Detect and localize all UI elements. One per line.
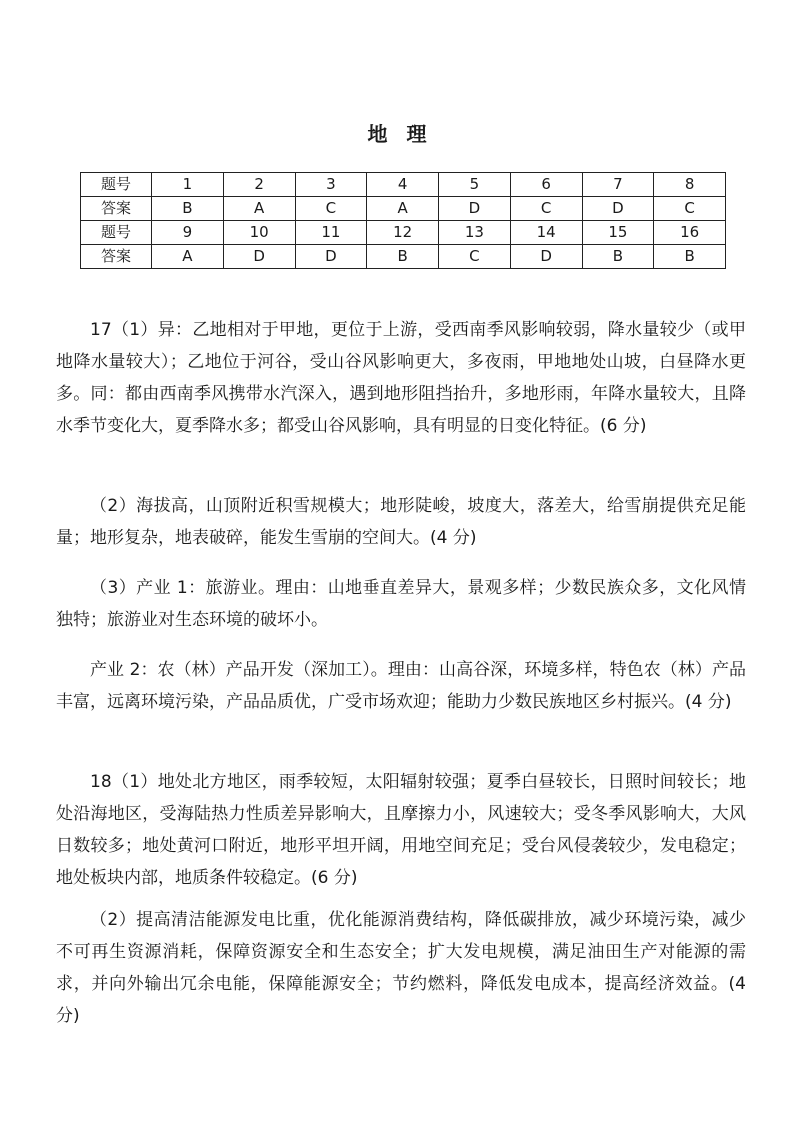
row-header: 题号 <box>81 173 152 197</box>
answer-17-3a <box>56 572 746 636</box>
table-cell: A <box>223 197 295 221</box>
table-cell: C <box>439 245 511 269</box>
table-cell: B <box>582 245 654 269</box>
answer-paragraph: 产业 2：农（林）产品开发（深加工）。理由：山高谷深，环境多样，特色农（林）产品丰富，远离环境污染，产品品质优，广受市场欢迎；能助力少数民族地区乡村振兴。(4 分) <box>56 660 746 712</box>
answer-paragraph: 18（1）地处北方地区，雨季较短，太阳辐射较强；夏季白昼较长，日照时间较长；地处沿海地区，受海陆热力性质差异影响大，且摩擦力小，风速较大；受冬季风影响大，大风日数较多；地处黄河口附近，地形平坦开阔，用地空间充足；受台风侵袭较少，发电稳定；地处板块内部，地质条件较稳定。(6 分) <box>56 772 746 888</box>
table-cell: 6 <box>510 173 582 197</box>
table-cell: 10 <box>223 221 295 245</box>
table-cell: 8 <box>654 173 726 197</box>
answer-paragraph: （3）产业 1：旅游业。理由：山地垂直差异大，景观多样；少数民族众多，文化风情独特；旅游业对生态环境的破坏小。 <box>56 578 746 630</box>
table-cell: B <box>367 245 439 269</box>
table-cell: 16 <box>654 221 726 245</box>
table-cell: 4 <box>367 173 439 197</box>
table-cell: D <box>295 245 367 269</box>
answer-paragraph: （2）提高清洁能源发电比重，优化能源消费结构，降低碳排放，减少环境污染，减少不可再生资源消耗，保障资源安全和生态安全；扩大发电规模，满足油田生产对能源的需求，并向外输出冗余电能，保障能源安全；节约燃料，降低发电成本，提高经济效益。(4 分) <box>56 910 746 1026</box>
answer-17-2 <box>56 490 746 554</box>
table-cell: 3 <box>295 173 367 197</box>
answer-17-1 <box>56 314 746 442</box>
table-cell: 1 <box>152 173 224 197</box>
row-header: 答案 <box>81 245 152 269</box>
table-cell: 15 <box>582 221 654 245</box>
table-cell: D <box>510 245 582 269</box>
table-cell: D <box>223 245 295 269</box>
table-row <box>81 245 726 269</box>
page-title: 地 理 <box>367 122 433 146</box>
answer-paragraph: （2）海拔高，山顶附近积雪规模大；地形陡峻，坡度大，落差大，给雪崩提供充足能量；地形复杂，地表破碎，能发生雪崩的空间大。(4 分) <box>56 496 746 548</box>
answer-table <box>80 172 726 269</box>
table-cell: C <box>510 197 582 221</box>
table-cell: 14 <box>510 221 582 245</box>
table-cell: C <box>295 197 367 221</box>
table-row <box>81 173 726 197</box>
row-header: 答案 <box>81 197 152 221</box>
table-cell: 9 <box>152 221 224 245</box>
table-cell: A <box>152 245 224 269</box>
answer-18-2 <box>56 904 746 1032</box>
table-cell: 5 <box>439 173 511 197</box>
table-cell: A <box>367 197 439 221</box>
table-row <box>81 197 726 221</box>
table-cell: 11 <box>295 221 367 245</box>
table-cell: D <box>582 197 654 221</box>
table-cell: 12 <box>367 221 439 245</box>
table-cell: 2 <box>223 173 295 197</box>
table-cell: B <box>654 245 726 269</box>
table-cell: 7 <box>582 173 654 197</box>
table-row <box>81 221 726 245</box>
answer-paragraph: 17（1）异：乙地相对于甲地，更位于上游，受西南季风影响较弱，降水量较少（或甲地降水量较大）；乙地位于河谷，受山谷风影响更大，多夜雨，甲地地处山坡，白昼降水更多。同：都由西南季风携带水汽深入，遇到地形阻挡抬升，多地形雨，年降水量较大，且降水季节变化大，夏季降水多；都受山谷风影响，具有明显的日变化特征。(6 分) <box>56 320 746 436</box>
table-cell: B <box>152 197 224 221</box>
table-cell: 13 <box>439 221 511 245</box>
answer-18-1 <box>56 766 746 894</box>
table-cell: D <box>439 197 511 221</box>
row-header: 题号 <box>81 221 152 245</box>
table-cell: C <box>654 197 726 221</box>
answer-17-3b <box>56 654 746 718</box>
